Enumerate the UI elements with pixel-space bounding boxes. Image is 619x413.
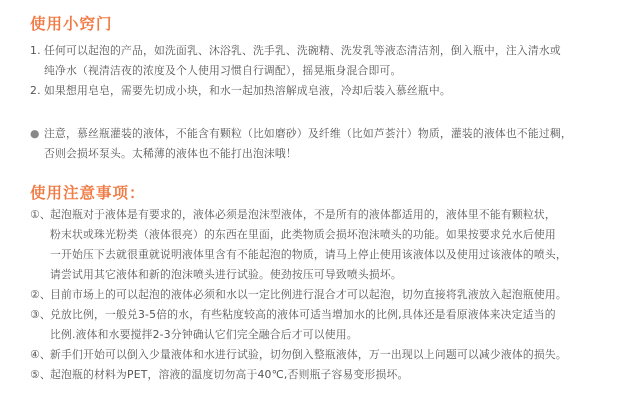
precaution-5-line-1: ⑤、起泡瓶的材料为PET，溶液的温度切勿高于40℃,否则瓶子容易变形损坏。 [30,368,409,381]
precautions-heading: 使用注意事项： [30,184,146,202]
precaution-4-number: ④、 [30,348,51,361]
precaution-4-line-1: ④、新手们开始可以倒入少量液体和水进行试验，切勿倒入整瓶液体，万一出现以上问题可以减少液体的损失。 [30,348,567,361]
precaution-2-number: ②、 [30,288,51,301]
precaution-1-line-4: 请尝试用其它液体和新的泡沫喷头进行试验。使劲按压可导致喷头损坏。 [50,268,402,281]
tip-item-2-number: 2. [30,84,41,97]
precaution-3-line-1: ③、兑放比例，一般兑3-5倍的水，有些粘度较高的液体可适当增加水的比例,具体还是看原液体来决定适当的 [30,308,556,321]
tip-item-2-line-1: 2. 如果想用皂皂，需要先切成小块，和水一起加热溶解成皂液，冷却后装入慕丝瓶中。 [30,84,451,97]
tip-note-line-2: 否则会损坏泵头。太稀薄的液体也不能打出泡沫哦！ [44,147,297,160]
precaution-2-line-1: ②、目前市场上的可以起泡的液体必须和水以一定比例进行混合才可以起泡，切勿直接将乳液放入起泡瓶使用。 [30,288,567,301]
precaution-3-number: ③、 [30,308,51,321]
precaution-5-number: ⑤、 [30,368,51,381]
precaution-3-line-2: 比例.液体和水要搅拌2-3分钟确认它们完全融合后才可以使用。 [50,328,358,341]
tips-heading: 使用小窍门 [30,15,113,33]
precaution-1-line-2: 粉末状或珠光粉类（液体很亮）的东西在里面，此类物质会损坏泡沫喷头的功能。如果按要求兑水后使用 [50,228,556,241]
precaution-1-line-3: 一开始压下去就很重就说明液体里含有不能起泡的物质，请马上停止使用该液体以及使用过该液体的喷头， [50,248,567,261]
bullet-icon: ● [30,127,40,140]
tip-item-1-line-2: 纯净水（视清洁夜的浓度及个人使用习惯自行调配），摇晃瓶身混合即可。 [44,64,402,77]
precaution-1-line-1: ①、起泡瓶对于液体是有要求的，液体必须是泡沫型液体，不是所有的液体都适用的，液体里不能有颗粒状， [30,208,556,221]
tip-item-1-line-1: 1. 任何可以起泡的产品，如洗面乳、沐浴乳、洗手乳、洗碗精、洗发乳等液态清洁剂，倒入瓶中，注入清水或 [30,44,561,57]
tip-item-1-number: 1. [30,44,41,57]
tip-note-line-1: ● 注意，慕丝瓶灌装的液体，不能含有颗粒（比如磨砂）及纤维（比如芦荟汁）物质，灌装的液体也不能过稠， [30,127,572,140]
precaution-1-number: ①、 [30,208,51,221]
